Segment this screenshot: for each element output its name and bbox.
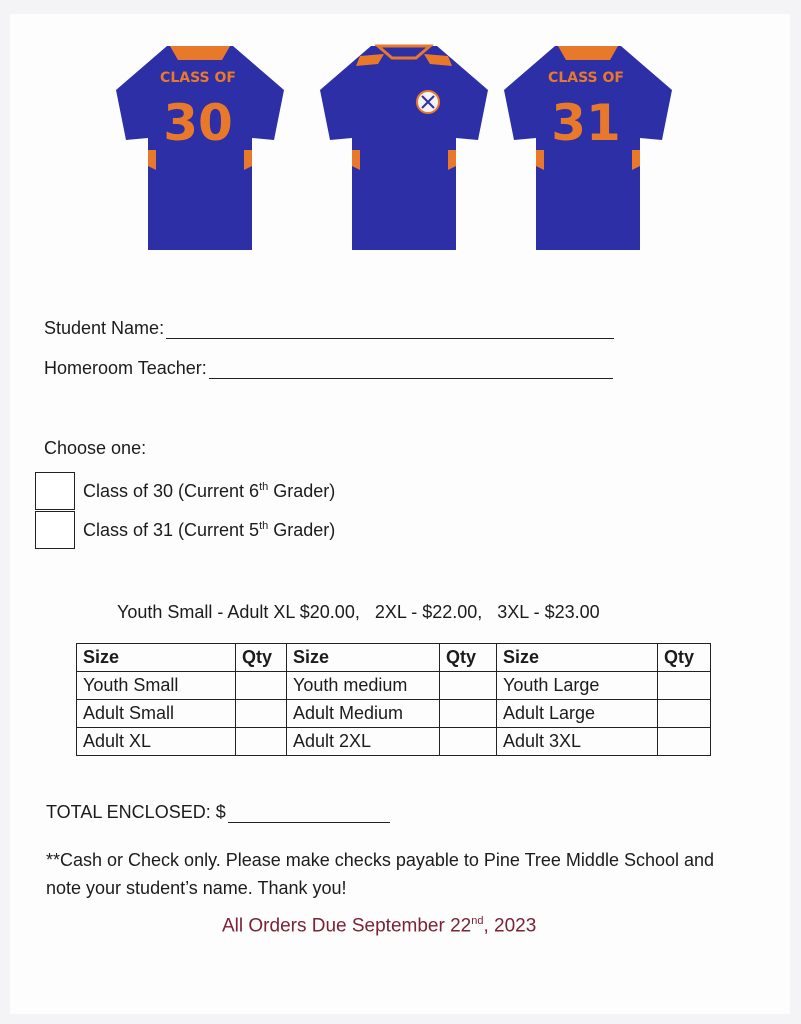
qty-cell[interactable]: [658, 728, 711, 756]
option-class-of-31[interactable]: [35, 511, 335, 549]
choose-one-label: Choose one:: [44, 438, 147, 458]
size-cell: Youth Small: [77, 672, 236, 700]
qty-cell[interactable]: [658, 700, 711, 728]
jersey-class-of-31: [500, 40, 676, 260]
size-cell: Adult Medium: [287, 700, 440, 728]
checkbox-class-of-31[interactable]: [35, 511, 75, 549]
student-name-row: [44, 318, 614, 339]
jersey-30-label: CLASS OF: [160, 70, 236, 86]
table-row: [77, 672, 711, 700]
total-enclosed-line[interactable]: [228, 804, 390, 823]
size-cell: Adult 3XL: [497, 728, 658, 756]
due-date: All Orders Due September 22nd, 2023: [222, 915, 537, 937]
checkbox-class-of-30[interactable]: [35, 472, 75, 510]
total-enclosed-label: TOTAL ENCLOSED: $: [46, 802, 226, 822]
size-cell: Adult XL: [77, 728, 236, 756]
table-header-row: [77, 644, 711, 672]
size-cell: Youth Large: [497, 672, 658, 700]
header-size: Size: [287, 644, 440, 672]
jersey-31-label: CLASS OF: [548, 70, 624, 86]
homeroom-teacher-label: Homeroom Teacher:: [44, 358, 207, 378]
total-enclosed-row: [46, 802, 390, 823]
student-name-label: Student Name:: [44, 318, 165, 338]
payment-note: **Cash or Check only. Please make checks payable to Pine Tree Middle School and note your student’s name. Thank you!: [46, 850, 715, 898]
header-qty: Qty: [440, 644, 497, 672]
pricing-line: Youth Small - Adult XL $20.00, 2XL - $22.00, 3XL - $23.00: [117, 602, 600, 622]
option-class-of-30-text: Class of 30 (Current 6th Grader): [83, 480, 336, 501]
homeroom-teacher-line[interactable]: [209, 360, 613, 379]
size-quantity-table: [76, 643, 711, 756]
table-row: [77, 700, 711, 728]
option-class-of-31-text: Class of 31 (Current 5th Grader): [83, 519, 336, 540]
qty-cell[interactable]: [658, 672, 711, 700]
homeroom-teacher-row: [44, 358, 613, 379]
header-qty: Qty: [236, 644, 287, 672]
header-size: Size: [497, 644, 658, 672]
qty-cell[interactable]: [236, 700, 287, 728]
school-crest-icon: [417, 91, 439, 113]
qty-cell[interactable]: [440, 700, 497, 728]
header-qty: Qty: [658, 644, 711, 672]
table-row: [77, 728, 711, 756]
header-size: Size: [77, 644, 236, 672]
size-cell: Adult Small: [77, 700, 236, 728]
size-cell: Youth medium: [287, 672, 440, 700]
student-name-line[interactable]: [166, 320, 614, 339]
jersey-30-number: 30: [163, 94, 233, 152]
jersey-back: [316, 40, 492, 260]
qty-cell[interactable]: [440, 728, 497, 756]
qty-cell[interactable]: [440, 672, 497, 700]
qty-cell[interactable]: [236, 672, 287, 700]
qty-cell[interactable]: [236, 728, 287, 756]
option-class-of-30[interactable]: [35, 472, 335, 510]
size-cell: Adult 2XL: [287, 728, 440, 756]
jersey-class-of-30: [112, 40, 288, 260]
size-cell: Adult Large: [497, 700, 658, 728]
jersey-31-number: 31: [551, 94, 621, 152]
